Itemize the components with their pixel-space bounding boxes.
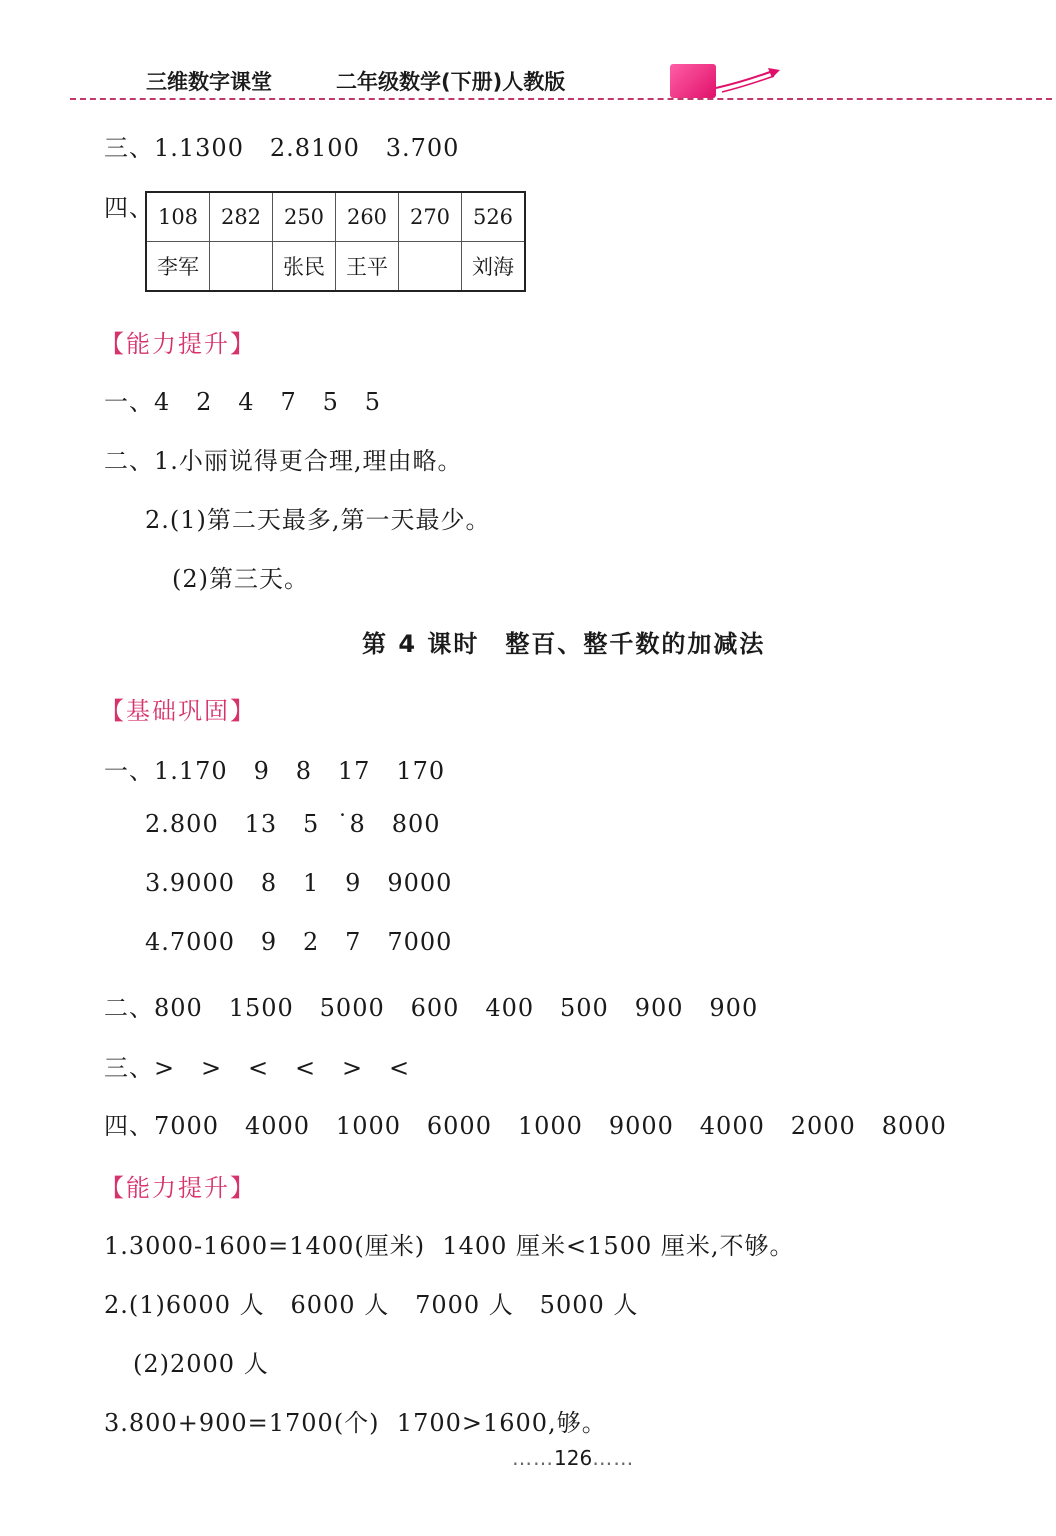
table-cell: 270 [399, 192, 462, 242]
table-cell: 282 [210, 192, 273, 242]
answer-line: 二、800 1500 5000 600 400 500 900 900 [104, 994, 759, 1022]
answer-line: 2.800 13 5 ˙8 800 [145, 810, 441, 838]
answer-line: 1.3000-1600=1400(厘米) 1400 厘米<1500 厘米,不够。 [104, 1232, 795, 1260]
table-cell: 王平 [336, 242, 399, 292]
answer-line: 三、> > < < > < [104, 1054, 411, 1082]
table-cell: 张民 [273, 242, 336, 292]
table-cell: 108 [146, 192, 210, 242]
header-book-title: 二年级数学(下册)人教版 [336, 70, 566, 94]
answer-line: (2)第三天。 [172, 565, 309, 593]
table-cell: 250 [273, 192, 336, 242]
rocket-icon [712, 64, 782, 94]
table-cell [399, 242, 462, 292]
header-rule [70, 98, 1052, 100]
brand-logo-icon [670, 64, 716, 98]
answer-line: 2.(1)6000 人 6000 人 7000 人 5000 人 [104, 1291, 639, 1319]
answer-line: 3.800+900=1700(个) 1700>1600,够。 [104, 1409, 607, 1437]
page-number: ……126…… [512, 1446, 635, 1470]
answer-si-label: 四、 [104, 194, 154, 222]
section-label-ability-1: 【能力提升】 [100, 330, 256, 358]
header-series-title: 三维数字课堂 [146, 70, 272, 94]
table-row-names [146, 242, 525, 292]
section-label-basics: 【基础巩固】 [100, 697, 256, 725]
answer-line: 2.(1)第二天最多,第一天最少。 [145, 506, 491, 534]
lesson-title: 第 4 课时 整百、整千数的加减法 [362, 630, 766, 658]
table-cell: 260 [336, 192, 399, 242]
table-cell: 刘海 [462, 242, 526, 292]
answer-line: 一、4 2 4 7 5 5 [104, 388, 382, 416]
answer-line: 一、1.170 9 8 17 170 [104, 757, 446, 785]
answer-line: 四、7000 4000 1000 6000 1000 9000 4000 2000 8000 [104, 1112, 947, 1140]
table-cell: 李军 [146, 242, 210, 292]
section-label-ability-2: 【能力提升】 [100, 1174, 256, 1202]
answer-line: 3.9000 8 1 9 9000 [145, 869, 453, 897]
answer-line: 4.7000 9 2 7 7000 [145, 928, 453, 956]
answer-line: (2)2000 人 [133, 1350, 269, 1378]
answer-table [145, 191, 526, 292]
table-cell [210, 242, 273, 292]
table-cell: 526 [462, 192, 526, 242]
answer-san: 三、1.1300 2.8100 3.700 [104, 134, 460, 162]
table-row-numbers [146, 192, 525, 242]
answer-line: 二、1.小丽说得更合理,理由略。 [104, 447, 463, 475]
